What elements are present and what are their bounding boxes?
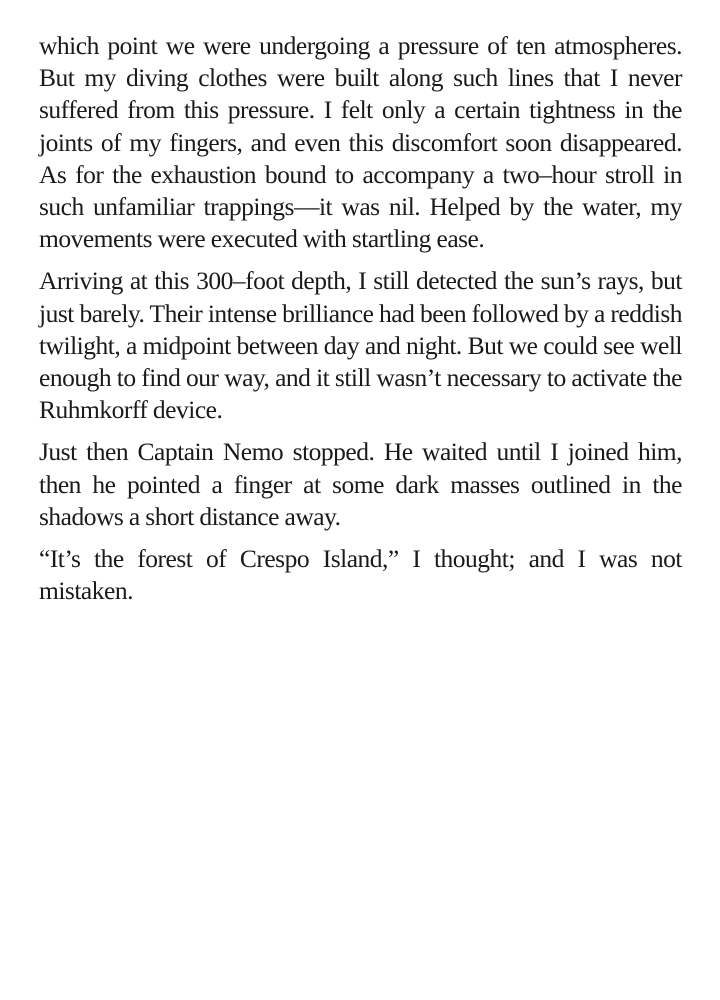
paragraph-pressure: which point we were undergoing a pressure of ten atmospheres. But my diving clothes were built along such lines that I never suffered from this pressure. I felt only a certain tightness in the joints of my fingers, and even this discomfort soon disappeared. As for the exhaustion bound to accompany a two–hour stroll in such unfamiliar trappings—it was nil. Helped by the water, my movements were executed with startling ease. (39, 31, 682, 254)
page-body (39, 30, 682, 617)
paragraph-depth: Arriving at this 300–foot depth, I still detected the sun’s rays, but just barely. Their intense brilliance had been followed by a reddish twilight, a midpoint between day and night. But we could see well enough to find our way, and it still wasn’t necessary to activate the Ruhmkorff device. (39, 266, 682, 425)
paragraph-nemo-stops: Just then Captain Nemo stopped. He waited until I joined him, then he pointed a finger at some dark masses outlined in the shadows a short distance away. (39, 437, 682, 531)
paragraph-crespo-forest: “It’s the forest of Crespo Island,” I thought; and I was not mistaken. (39, 544, 682, 606)
